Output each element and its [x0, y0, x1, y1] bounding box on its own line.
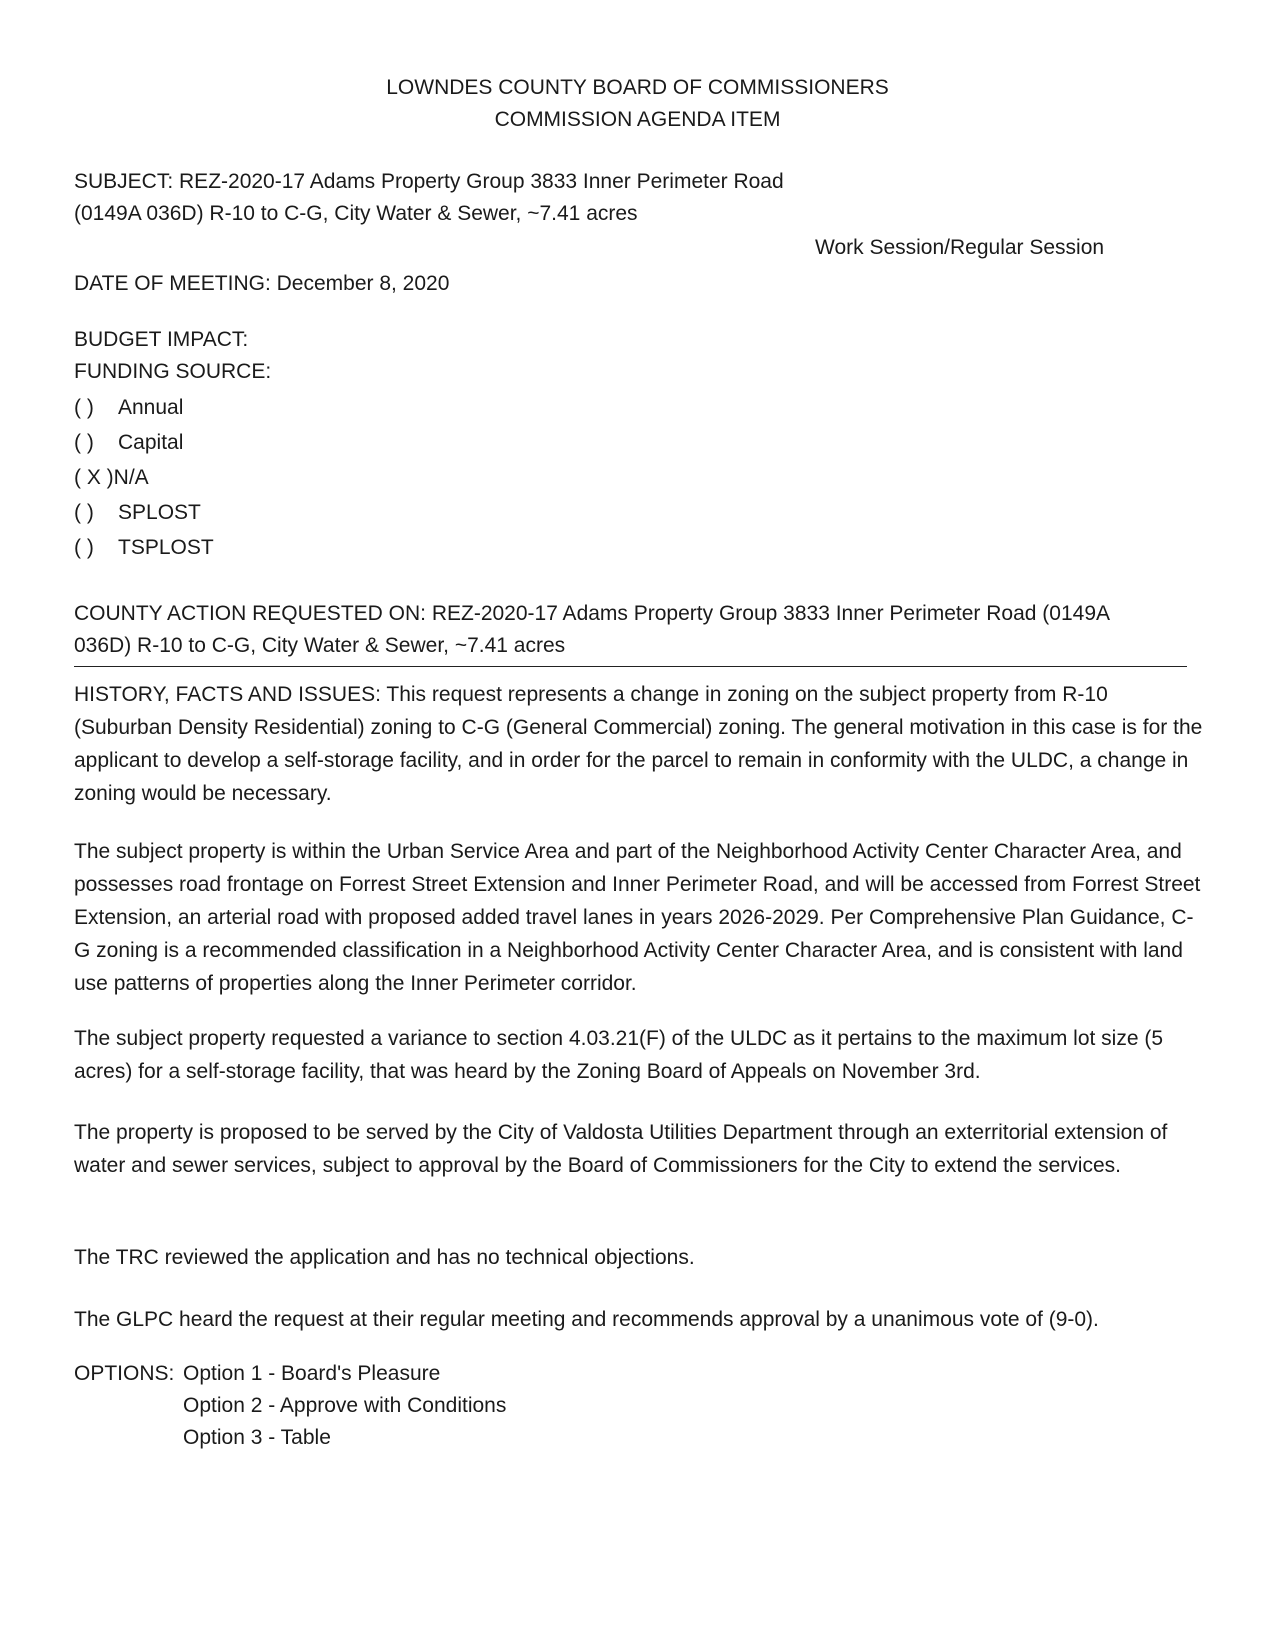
funding-option-label: Capital — [118, 431, 184, 454]
session-type: Work Session/Regular Session — [815, 236, 1105, 259]
date-of-meeting: DATE OF MEETING: December 8, 2020 — [74, 272, 450, 295]
section-divider — [74, 666, 1187, 667]
option-3: Option 3 - Table — [183, 1426, 331, 1449]
history-paragraph-4: The property is proposed to be served by the City of Valdosta Utilities Department through an exterritorial extension of water and sewer services, subject to approval by the Board of Commissioners for the City to extend the services. — [74, 1121, 1168, 1177]
county-action-line-1: COUNTY ACTION REQUESTED ON: REZ-2020-17 Adams Property Group 3833 Inner Perimeter Road (0149A — [74, 602, 1111, 625]
funding-option-tsplost — [74, 536, 214, 560]
option-2: Option 2 - Approve with Conditions — [183, 1394, 507, 1417]
funding-option-label: N/A — [113, 466, 149, 489]
checkbox-marker: ( ) — [74, 536, 94, 559]
checkbox-marker: ( ) — [74, 501, 94, 524]
options-label: OPTIONS: — [74, 1362, 175, 1385]
history-paragraph-1: HISTORY, FACTS AND ISSUES: This request represents a change in zoning on the subject property from R-10 (Suburban Density Residential) zoning to C-G (General Commercial) zoning. The general motivation in this case is for the applicant to develop a self-storage facility, and in order for the parcel to remain in conformity with the ULDC, a change in zoning would be necessary. — [74, 683, 1203, 805]
subject-line-2: (0149A 036D) R-10 to C-G, City Water & Sewer, ~7.41 acres — [74, 202, 638, 225]
funding-option-capital — [74, 431, 183, 455]
funding-source-label: FUNDING SOURCE: — [74, 360, 272, 383]
history-paragraph-6: The GLPC heard the request at their regular meeting and recommends approval by a unanimous vote of (9-0). — [74, 1308, 1099, 1331]
funding-option-splost — [74, 501, 201, 525]
funding-option-annual — [74, 396, 183, 420]
funding-option-label: Annual — [118, 396, 184, 419]
document-title: LOWNDES COUNTY BOARD OF COMMISSIONERS — [386, 76, 889, 99]
history-paragraph-2: The subject property is within the Urban Service Area and part of the Neighborhood Activity Center Character Area, and possesses road frontage on Forrest Street Extension and Inner Perimeter Road, and will be accessed from Forrest Street Extension, an arterial road with proposed added travel lanes in years 2026-2029. Per Comprehensive Plan Guidance, C-G zoning is a recommended classification in a Neighborhood Activity Center Character Area, and is consistent with land use patterns of properties along the Inner Perimeter corridor. — [74, 840, 1201, 995]
funding-option-label: SPLOST — [118, 501, 201, 524]
funding-option-na — [74, 466, 149, 490]
checkbox-marker: ( X ) — [74, 466, 114, 489]
funding-option-label: TSPLOST — [118, 536, 214, 559]
subject-line-1: SUBJECT: REZ-2020-17 Adams Property Group 3833 Inner Perimeter Road — [74, 170, 784, 193]
county-action-line-2: 036D) R-10 to C-G, City Water & Sewer, ~7.41 acres — [74, 634, 566, 657]
checkbox-marker: ( ) — [74, 431, 94, 454]
history-paragraph-5: The TRC reviewed the application and has no technical objections. — [74, 1246, 695, 1269]
document-subtitle: COMMISSION AGENDA ITEM — [494, 108, 781, 131]
option-1: Option 1 - Board's Pleasure — [183, 1362, 441, 1385]
budget-impact-label: BUDGET IMPACT: — [74, 328, 249, 351]
checkbox-marker: ( ) — [74, 396, 94, 419]
history-paragraph-3: The subject property requested a variance to section 4.03.21(F) of the ULDC as it pertains to the maximum lot size (5 acres) for a self-storage facility, that was heard by the Zoning Board of Appeals on November 3rd. — [74, 1027, 1164, 1083]
